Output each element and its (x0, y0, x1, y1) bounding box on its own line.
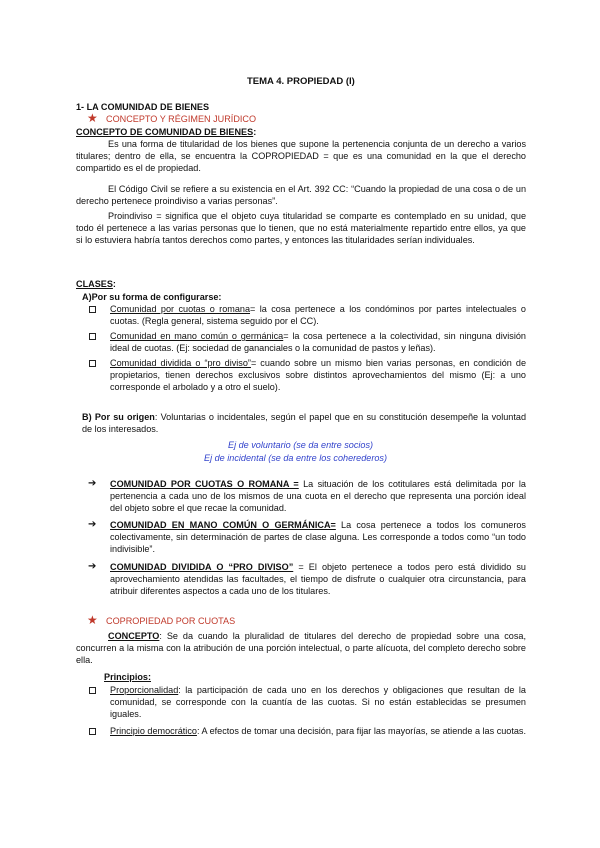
list-item-text: = la cosa pertenece a la colectividad, sin ninguna división ideal de cuotas. (Ej: sociedad de gananciales o la comunidad de pastos y leñas). (110, 331, 526, 353)
checkbox-bullet-icon (89, 306, 96, 313)
arrow-item-term: COMUNIDAD EN MANO COMÚN O GERMÁNICA= (110, 520, 336, 530)
copropiedad-concept-label: CONCEPTO (108, 631, 160, 641)
example-voluntario: Ej de voluntario (se da entre socios) (228, 440, 374, 450)
copropiedad-concept-text: : Se da cuando la pluralidad de titulares del derecho de propiedad sobre una cosa, concurren a la misma con la atribución de una porción intelectual, o parte alícuota, del completo derecho sobre ella. (76, 631, 526, 665)
principio-term: Principio democrático (110, 726, 197, 736)
arrow-item-term: COMUNIDAD DIVIDIDA O “PRO DIVISO” (110, 562, 294, 572)
list-item-term: Comunidad por cuotas o romana (110, 304, 251, 314)
list-item-term: Comunidad en mano común o germánica (110, 331, 284, 341)
checkbox-bullet-icon (89, 687, 96, 694)
concept-label: CONCEPTO DE COMUNIDAD DE BIENES (76, 127, 254, 137)
arrow-right-icon: ➔ (88, 519, 97, 530)
copropiedad-heading: COPROPIEDAD POR CUOTAS (106, 616, 236, 626)
principio-term: Proporcionalidad (110, 685, 179, 695)
clases-b-paragraph (82, 411, 526, 435)
list-item-text: = la cosa pertenece a los condóminos por partes intelectuales o cuotas. (Regla general, sistema seguido por el CC). (110, 304, 526, 326)
arrow-right-icon: ➔ (88, 561, 97, 572)
arrow-item-text: La cosa pertenece a todos los comuneros colectivamente, sin determinación de partes de clase alguna. Les corresponde a todos como “un todo indivisible”. (110, 520, 526, 554)
clases-label: CLASES (76, 279, 113, 289)
principio-text: : la participación de cada uno en los derechos y obligaciones que resultan de la comunidad, se corresponde con la cuantía de las cuotas. Si no están establecidas se presumen iguales. (110, 685, 526, 719)
principios-heading: Principios: (104, 672, 151, 682)
principio-item (110, 684, 526, 720)
copropiedad-concept (76, 630, 526, 666)
clases-colon: : (112, 279, 116, 289)
concept-heading (76, 126, 256, 138)
arrow-right-icon: ➔ (88, 478, 97, 489)
checkbox-bullet-icon (89, 333, 96, 340)
checkbox-bullet-icon (89, 360, 96, 367)
list-item (110, 357, 526, 393)
principio-text: : A efectos de tomar una decisión, para fijar las mayorías, se atiende a las cuotas. (196, 726, 527, 736)
arrow-item (110, 561, 526, 597)
paragraph-definition: Es una forma de titularidad de los bienes que supone la pertenencia conjunta de un derecho a varios titulares; dentro de ella, se encuentra la COPROPIEDAD = que es una comunidad en la que el derecho compartido es el de propiedad. (76, 139, 526, 173)
principio-item (110, 725, 526, 737)
list-item (110, 330, 526, 354)
arrow-item (110, 519, 526, 555)
paragraph-codigo-civil: El Código Civil se refiere a su existencia en el Art. 392 CC: “Cuando la propiedad de una cosa o de un derecho pertenece proindiviso a varias personas”. (76, 184, 526, 206)
arrow-item-text: La situación de los cotitulares está delimitada por la pertenencia a cada uno de los mismos de una cuota en el derecho que representa una porción ideal del objeto sobre el que recae la comunidad. (110, 479, 526, 513)
paragraph-proindiviso: Proindiviso = significa que el objeto cuya titularidad se comparte es contemplado en su unidad, que todo él pertenece a las varias personas que lo tienen, que no está materialmente repartido entre ellos, ya que si lo estuviera habría tantos derechos como partes, y entonces las titularidades serían individuales. (76, 211, 526, 245)
list-item (110, 303, 526, 327)
concept-colon: : (253, 127, 257, 137)
section-heading: 1- LA COMUNIDAD DE BIENES (76, 102, 210, 112)
checkbox-bullet-icon (89, 728, 96, 735)
subsection-heading: CONCEPTO Y RÉGIMEN JURÍDICO (106, 114, 257, 124)
list-item-term: Comunidad dividida o “pro diviso” (110, 358, 251, 368)
page-title: TEMA 4. PROPIEDAD (I) (247, 76, 355, 87)
arrow-item-text: = El objeto pertenece a todos pero está dividido su aprovechamiento atendidas las facultades, el tiempo de disfrute o cualquier otra circunstancia, para atribuir diferentes aspectos a cada uno de los titulares. (110, 562, 526, 596)
example-incidental: Ej de incidental (se da entre los coherederos) (204, 453, 387, 463)
list-item-text: = cuando sobre un mismo bien varias personas, en condición de propietarios, tienen derechos exclusivos sobre distintos aprovechamientos del mismo (Ej: a uno corresponde el arbolado y a otro el suelo). (110, 358, 526, 392)
star-icon: ★ (87, 111, 98, 125)
star-icon: ★ (87, 613, 98, 627)
clases-heading (76, 278, 116, 290)
clases-a-heading: A)Por su forma de configurarse: (82, 292, 222, 302)
clases-b-label: B) Por su origen (82, 412, 155, 422)
arrow-item (110, 478, 526, 514)
arrow-item-term: COMUNIDAD POR CUOTAS O ROMANA = (110, 479, 299, 489)
clases-b-text: : Voluntarias o incidentales, según el papel que en su constitución desempeñe la voluntad de los interesados. (82, 412, 527, 434)
